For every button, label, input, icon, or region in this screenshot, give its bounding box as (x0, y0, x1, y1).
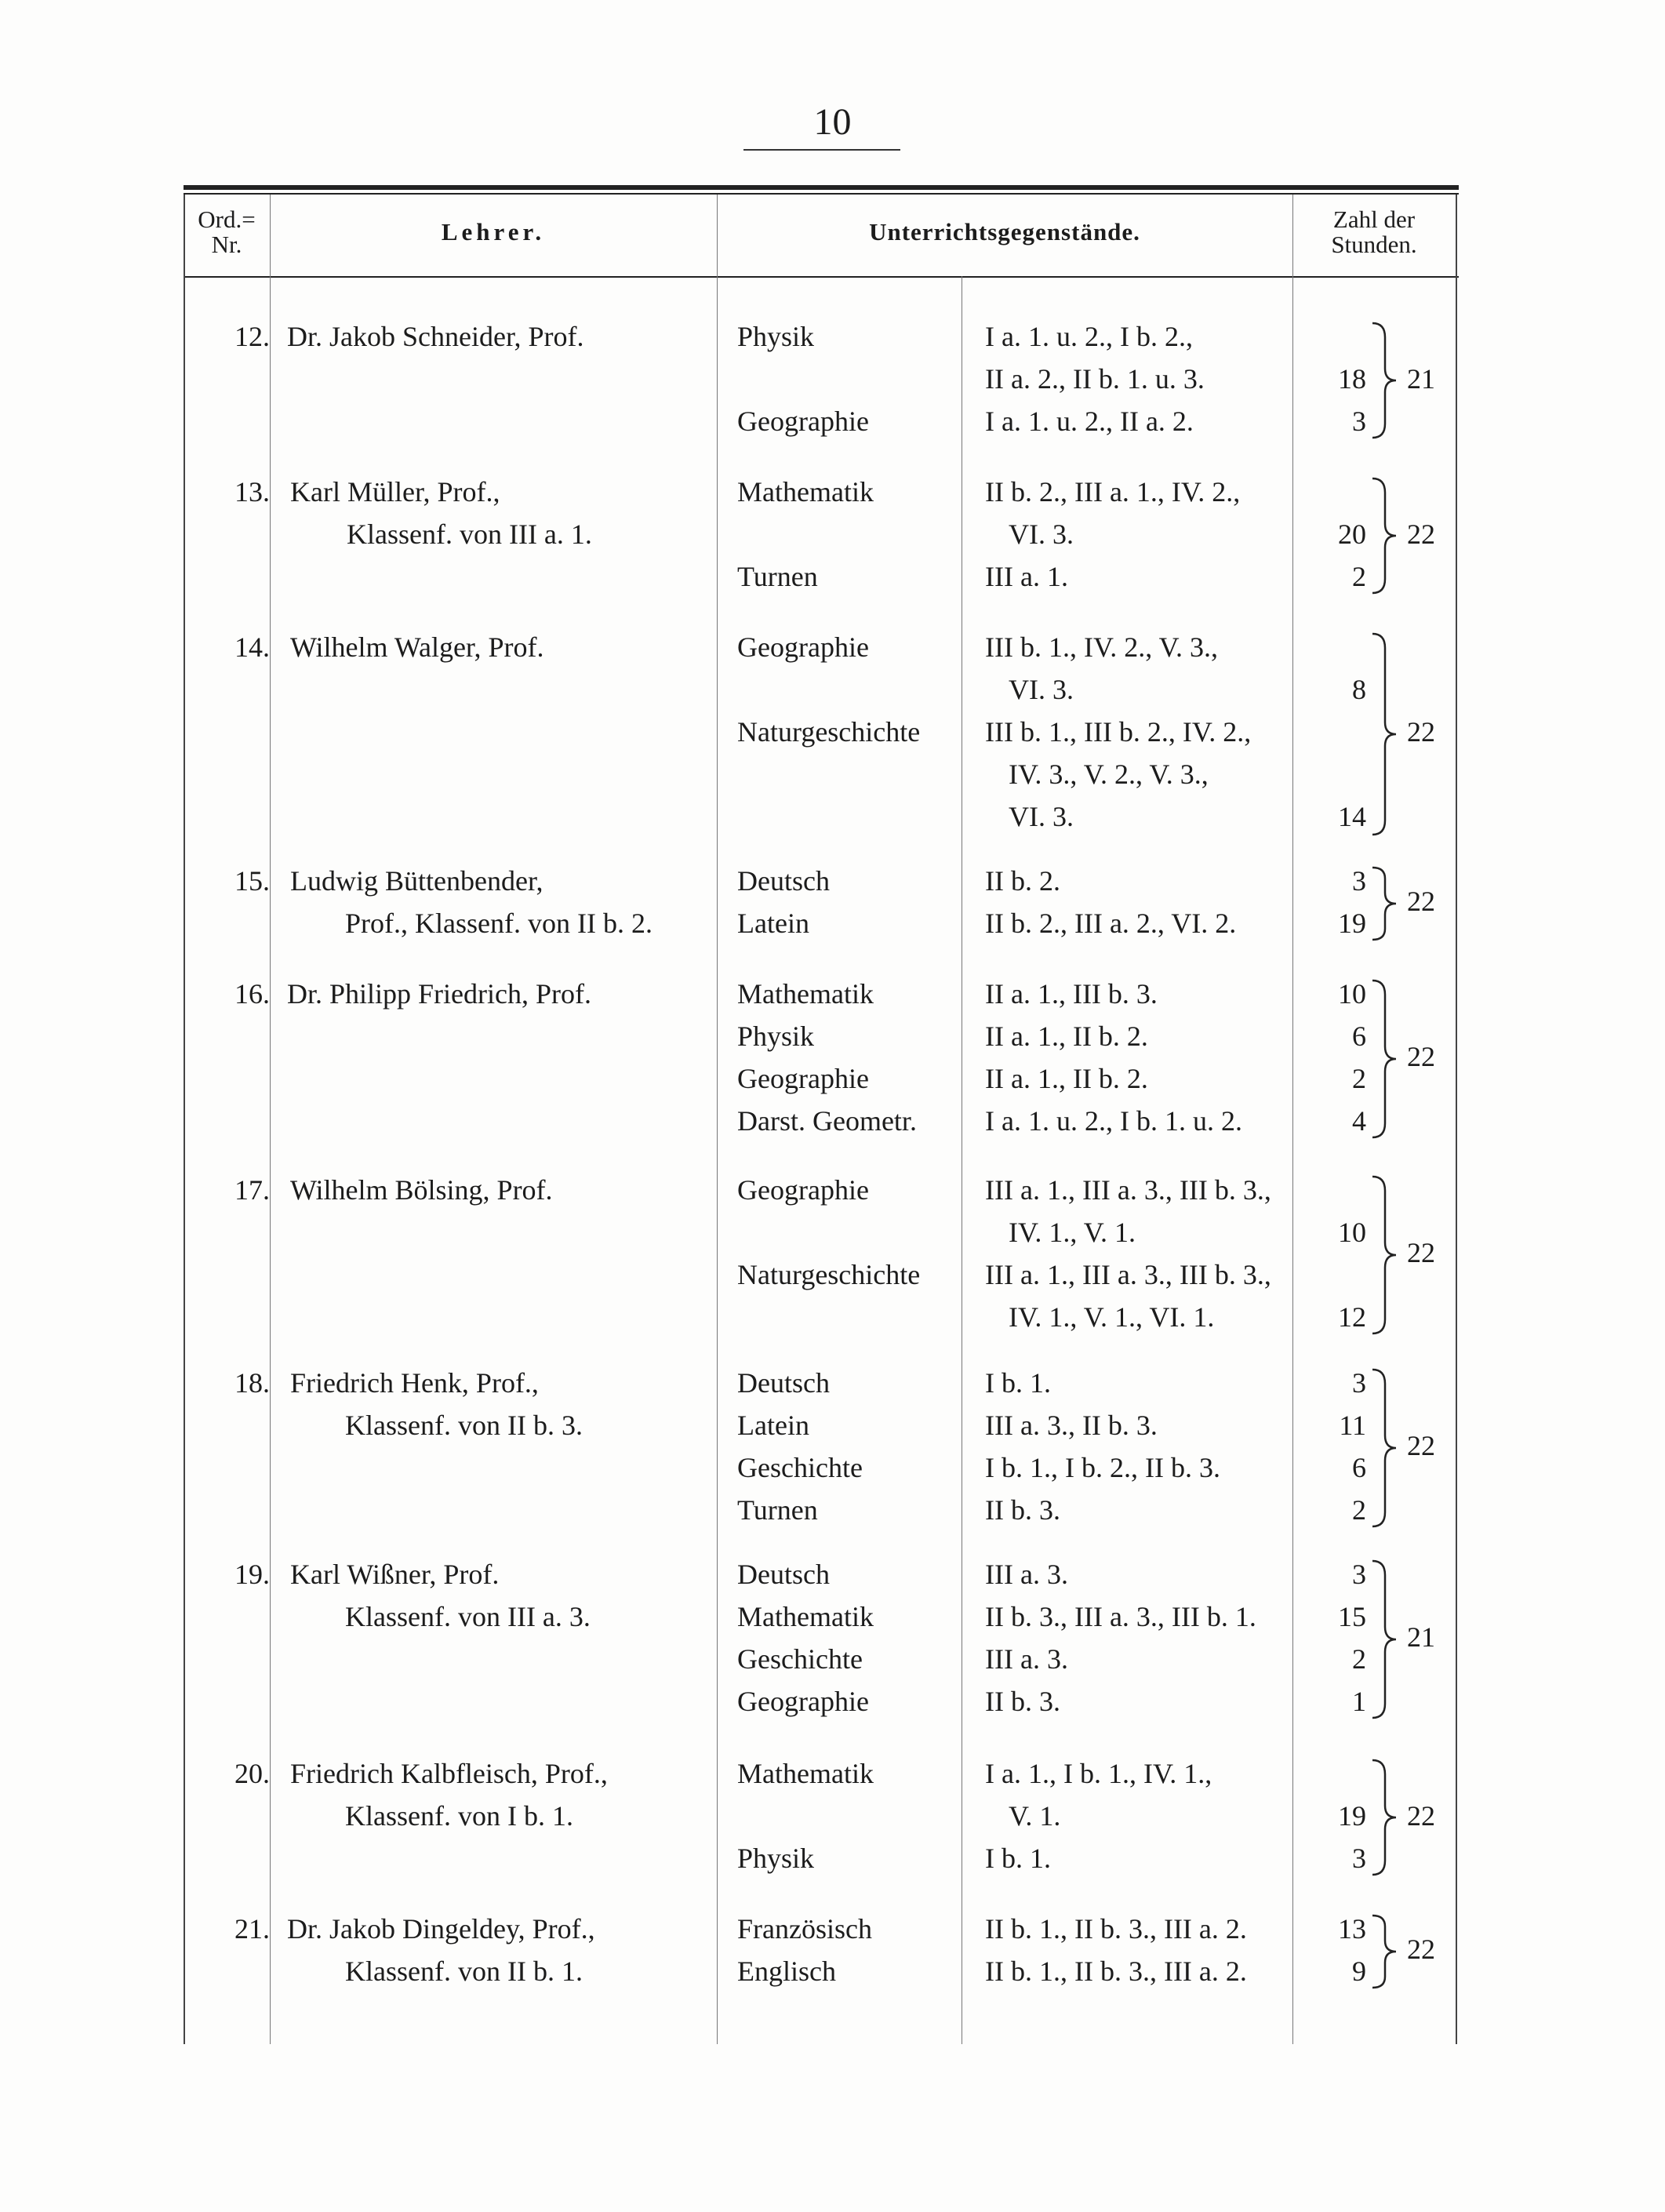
classes: IV. 1., V. 1., VI. 1. (1009, 1301, 1215, 1333)
hours: 2 (1352, 1494, 1366, 1526)
subject: Mathematik (737, 978, 874, 1010)
row-number: 21. (234, 1913, 270, 1945)
hours: 3 (1352, 1367, 1366, 1399)
column-divider (1292, 195, 1293, 2044)
hours: 3 (1352, 1559, 1366, 1590)
table-header-rule (184, 276, 1459, 278)
hours: 14 (1338, 801, 1366, 832)
teacher-table (184, 185, 1459, 2044)
table-top-rule-thin (184, 193, 1459, 195)
subject: Mathematik (737, 1601, 874, 1632)
hours: 20 (1338, 518, 1366, 550)
classes: III b. 1., III b. 2., IV. 2., (985, 716, 1252, 748)
header-hours-line2: Stunden. (1331, 231, 1417, 258)
classes: III a. 1., III a. 3., III b. 3., (985, 1259, 1271, 1290)
subject: Englisch (737, 1956, 836, 1987)
classes: I a. 1., I b. 1., IV. 1., (985, 1758, 1212, 1789)
hours: 10 (1338, 978, 1366, 1010)
classes: III b. 1., IV. 2., V. 3., (985, 631, 1219, 663)
hours: 15 (1338, 1601, 1366, 1632)
hours: 3 (1352, 1843, 1366, 1874)
classes: II a. 1., II b. 2. (985, 1063, 1148, 1094)
brace (1369, 1175, 1401, 1335)
classes: I b. 1., I b. 2., II b. 3. (985, 1452, 1220, 1483)
subject: Französisch (737, 1913, 872, 1945)
classes: III a. 1. (985, 561, 1068, 592)
total-hours: 22 (1407, 716, 1435, 748)
hours: 3 (1352, 406, 1366, 437)
subject: Naturgeschichte (737, 1259, 921, 1290)
subject: Geographie (737, 406, 869, 437)
total-hours: 22 (1407, 1041, 1435, 1072)
classes: VI. 3. (1009, 674, 1074, 705)
classes: IV. 1., V. 1. (1009, 1217, 1136, 1248)
total-hours: 22 (1407, 1800, 1435, 1832)
subject: Geographie (737, 1174, 869, 1206)
header-teacher: Lehrer. (441, 218, 546, 246)
hours: 2 (1352, 1643, 1366, 1675)
header-order-number (184, 207, 270, 257)
hours: 19 (1338, 1800, 1366, 1832)
hours: 6 (1352, 1452, 1366, 1483)
row-number: 14. (234, 631, 270, 663)
subject: Deutsch (737, 1559, 830, 1590)
subject: Naturgeschichte (737, 716, 921, 748)
row-number: 13. (234, 476, 270, 508)
brace (1369, 979, 1401, 1139)
hours: 19 (1338, 908, 1366, 939)
subject: Deutsch (737, 1367, 830, 1399)
hours: 10 (1338, 1217, 1366, 1248)
hours: 12 (1338, 1301, 1366, 1333)
teacher-class: Klassenf. von III a. 1. (347, 518, 592, 550)
total-hours: 21 (1407, 363, 1435, 395)
subject: Turnen (737, 1494, 818, 1526)
classes: I a. 1. u. 2., I b. 1. u. 2. (985, 1105, 1242, 1137)
total-hours: 22 (1407, 1430, 1435, 1461)
hours: 18 (1338, 363, 1366, 395)
subject: Deutsch (737, 865, 830, 897)
teacher-name: Wilhelm Walger, Prof. (290, 631, 544, 663)
total-hours: 22 (1407, 886, 1435, 917)
teacher-name: Ludwig Büttenbender, (290, 865, 543, 897)
brace (1369, 1559, 1401, 1719)
row-number: 12. (234, 321, 270, 352)
classes: II b. 3. (985, 1686, 1060, 1717)
classes: II b. 2., III a. 2., VI. 2. (985, 908, 1237, 939)
classes: I a. 1. u. 2., I b. 2., (985, 321, 1193, 352)
classes: V. 1. (1009, 1800, 1061, 1832)
row-number: 18. (234, 1367, 270, 1399)
row-number: 16. (234, 978, 270, 1010)
teacher-name: Wilhelm Bölsing, Prof. (290, 1174, 553, 1206)
subject: Latein (737, 908, 809, 939)
header-hours (1292, 207, 1456, 257)
brace (1369, 477, 1401, 595)
column-divider (270, 195, 271, 2044)
teacher-name: Friedrich Henk, Prof., (290, 1367, 539, 1399)
classes: I a. 1. u. 2., II a. 2. (985, 406, 1194, 437)
page-number: 10 (813, 101, 852, 143)
classes: III a. 3. (985, 1559, 1068, 1590)
total-hours: 22 (1407, 1934, 1435, 1965)
classes: VI. 3. (1009, 518, 1074, 550)
classes: II b. 1., II b. 3., III a. 2. (985, 1956, 1247, 1987)
subject: Mathematik (737, 476, 874, 508)
hours: 9 (1352, 1956, 1366, 1987)
subject: Geschichte (737, 1643, 863, 1675)
row-number: 15. (234, 865, 270, 897)
subject: Darst. Geometr. (737, 1105, 917, 1137)
row-number: 17. (234, 1174, 270, 1206)
classes: VI. 3. (1009, 801, 1074, 832)
classes: II b. 1., II b. 3., III a. 2. (985, 1913, 1247, 1945)
teacher-class: Klassenf. von III a. 3. (345, 1601, 591, 1632)
teacher-class: Klassenf. von II b. 3. (345, 1410, 583, 1441)
brace (1369, 866, 1401, 941)
classes: II b. 2. (985, 865, 1060, 897)
subject: Mathematik (737, 1758, 874, 1789)
hours: 8 (1352, 674, 1366, 705)
subject: Physik (737, 1021, 815, 1052)
classes: I b. 1. (985, 1843, 1051, 1874)
subject: Geographie (737, 631, 869, 663)
teacher-name: Dr. Jakob Dingeldey, Prof., (287, 1913, 595, 1945)
hours: 2 (1352, 1063, 1366, 1094)
brace (1369, 1914, 1401, 1989)
teacher-name: Dr. Jakob Schneider, Prof. (287, 321, 584, 352)
subject: Geographie (737, 1063, 869, 1094)
total-hours: 22 (1407, 1237, 1435, 1268)
classes: III a. 3., II b. 3. (985, 1410, 1158, 1441)
subject: Geographie (737, 1686, 869, 1717)
subject: Physik (737, 321, 815, 352)
classes: III a. 3. (985, 1643, 1068, 1675)
hours: 11 (1339, 1410, 1366, 1441)
hours: 6 (1352, 1021, 1366, 1052)
subject: Physik (737, 1843, 815, 1874)
brace (1369, 632, 1401, 836)
classes: III a. 1., III a. 3., III b. 3., (985, 1174, 1271, 1206)
header-order-number-line2: Nr. (211, 231, 242, 258)
teacher-name: Karl Wißner, Prof. (290, 1559, 500, 1590)
subject: Geschichte (737, 1452, 863, 1483)
classes: II b. 3. (985, 1494, 1060, 1526)
teacher-class: Prof., Klassenf. von II b. 2. (345, 908, 653, 939)
brace (1369, 1368, 1401, 1528)
teacher-name: Karl Müller, Prof., (290, 476, 500, 508)
teacher-name: Friedrich Kalbfleisch, Prof., (290, 1758, 608, 1789)
hours: 4 (1352, 1105, 1366, 1137)
column-divider (1456, 195, 1457, 2044)
page-number-rule (743, 149, 900, 151)
subject: Latein (737, 1410, 809, 1441)
teacher-name: Dr. Philipp Friedrich, Prof. (287, 978, 591, 1010)
brace (1369, 1759, 1401, 1876)
row-number: 20. (234, 1758, 270, 1789)
classes: II a. 2., II b. 1. u. 3. (985, 363, 1205, 395)
total-hours: 22 (1407, 518, 1435, 550)
teacher-class: Klassenf. von II b. 1. (345, 1956, 583, 1987)
header-hours-line1: Zahl der (1332, 206, 1416, 233)
classes: II b. 2., III a. 1., IV. 2., (985, 476, 1241, 508)
classes: I b. 1. (985, 1367, 1051, 1399)
total-hours: 21 (1407, 1621, 1435, 1653)
subject: Turnen (737, 561, 818, 592)
teacher-class: Klassenf. von I b. 1. (345, 1800, 573, 1832)
header-subjects: Unterrichtsgegenstände. (869, 218, 1140, 246)
hours: 13 (1338, 1913, 1366, 1945)
column-divider (717, 195, 718, 2044)
hours: 2 (1352, 561, 1366, 592)
classes: II a. 1., III b. 3. (985, 978, 1158, 1010)
row-number: 19. (234, 1559, 270, 1590)
classes: IV. 3., V. 2., V. 3., (1009, 759, 1209, 790)
classes: II b. 3., III a. 3., III b. 1. (985, 1601, 1256, 1632)
brace (1369, 322, 1401, 439)
classes: II a. 1., II b. 2. (985, 1021, 1148, 1052)
hours: 1 (1352, 1686, 1366, 1717)
hours: 3 (1352, 865, 1366, 897)
header-order-number-line1: Ord.= (198, 206, 256, 233)
table-top-rule (184, 185, 1459, 190)
